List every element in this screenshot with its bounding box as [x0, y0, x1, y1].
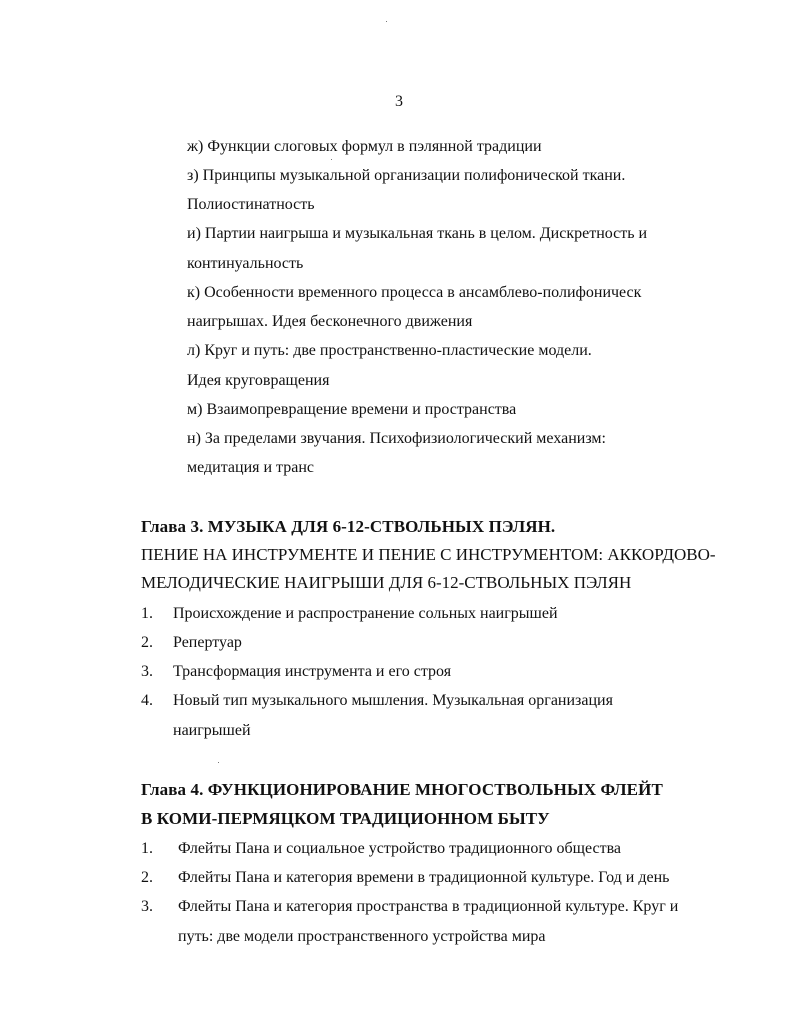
list-item: Новый тип музыкального мышления. Музыкальная организация [173, 692, 613, 709]
chapter-3-heading: Глава 3. МУЗЫКА ДЛЯ 6-12-СТВОЛЬНЫХ ПЭЛЯН. [141, 517, 556, 536]
scan-speck [386, 21, 387, 22]
toc-item-continuation: континуальность [187, 255, 304, 272]
page-number: 3 [395, 93, 403, 110]
list-number: 1. [141, 840, 153, 857]
list-number: 2. [141, 869, 153, 886]
toc-item: и) Партии наигрыша и музыкальная ткань в целом. Дискретность и [187, 225, 648, 242]
list-item-continuation: путь: две модели пространственного устройства мира [178, 928, 546, 945]
list-item: Происхождение и распространение сольных наигрышей [173, 605, 558, 622]
list-number: 2. [141, 634, 153, 651]
toc-item: н) За пределами звучания. Психофизиологический механизм: [187, 430, 606, 447]
list-item-continuation: наигрышей [173, 722, 251, 739]
list-number: 4. [141, 692, 153, 709]
list-number: 3. [141, 663, 153, 680]
list-item: Флейты Пана и категория времени в традиционной культуре. Год и день [178, 869, 670, 886]
list-item: Флейты Пана и социальное устройство традиционного общества [178, 840, 622, 857]
list-item: Репертуар [173, 634, 242, 651]
list-item: Флейты Пана и категория пространства в традиционной культуре. Круг и [178, 898, 679, 915]
toc-item-continuation: Идея круговращения [187, 372, 330, 389]
list-number: 3. [141, 898, 153, 915]
chapter-3-subtitle: ПЕНИЕ НА ИНСТРУМЕНТЕ И ПЕНИЕ С ИНСТРУМЕНТОМ: АККОРДОВО- [141, 545, 716, 564]
toc-item: м) Взаимопревращение времени и пространства [187, 401, 517, 418]
list-item: Трансформация инструмента и его строя [173, 663, 452, 680]
toc-item: л) Круг и путь: две пространственно-пластические модели. [187, 342, 592, 359]
list-number: 1. [141, 605, 153, 622]
toc-item-continuation: Полиостинатность [187, 196, 315, 213]
toc-item-continuation: медитация и транс [187, 459, 315, 476]
scan-speck [331, 159, 332, 160]
chapter-3-subtitle: МЕЛОДИЧЕСКИЕ НАИГРЫШИ ДЛЯ 6-12-СТВОЛЬНЫХ ПЭЛЯН [141, 573, 632, 592]
toc-item: к) Особенности временного процесса в ансамблево-полифоническ [187, 284, 642, 301]
chapter-4-heading: В КОМИ-ПЕРМЯЦКОМ ТРАДИЦИОННОМ БЫТУ [141, 809, 550, 828]
chapter-4-heading: Глава 4. ФУНКЦИОНИРОВАНИЕ МНОГОСТВОЛЬНЫХ ФЛЕЙТ [141, 780, 663, 799]
toc-item: ж) Функции слоговых формул в пэлянной традиции [187, 138, 542, 155]
toc-item: з) Принципы музыкальной организации полифонической ткани. [187, 167, 626, 184]
toc-item-continuation: наигрышах. Идея бесконечного движения [187, 313, 473, 330]
scan-speck [218, 762, 219, 763]
